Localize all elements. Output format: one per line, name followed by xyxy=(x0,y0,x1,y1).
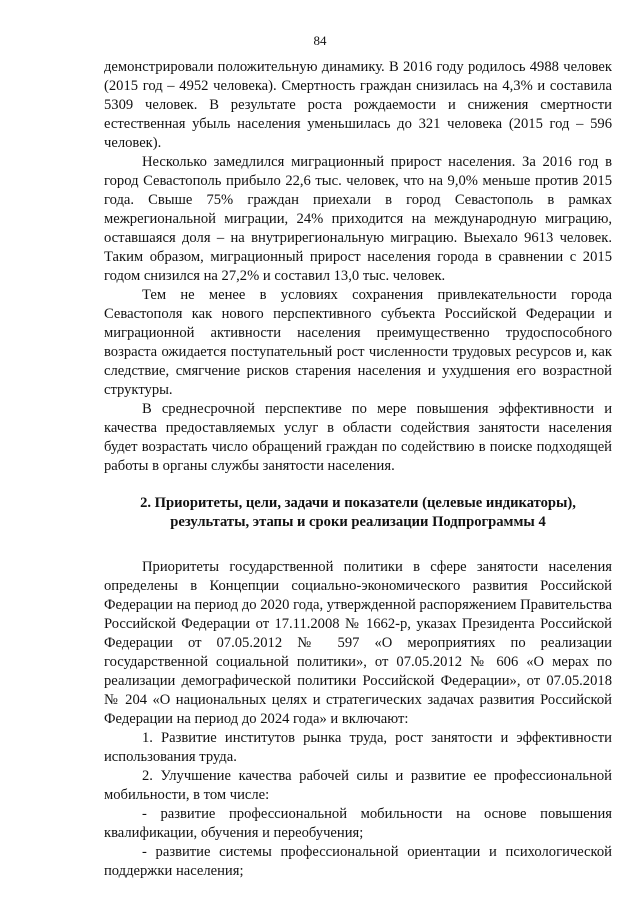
paragraph-policy-priorities: Приоритеты государственной политики в сфере занятости населения определены в Концепции социально-экономического развития Российской Федерации на период до 2020 года, утвержденной распоряжением Правительства Российской Федерации от 17.11.2008 № 1662-р, указах Президента Российской Федерации от 07.05.2012 № 597 «О мероприятиях по реализации государственной социальной политики», от 07.05.2012 № 606 «О мерах по реализации демографической политики Российской Федерации», от 07.05.2018 № 204 «О национальных целях и стратегических задачах развития Российской Федерации на период до 2024 года» и включают: xyxy=(104,559,612,727)
paragraph-migration: Несколько замедлился миграционный прирост населения. За 2016 год в город Севастополь прибыло 22,6 тыс. человек, что на 9,0% меньше против 2015 года. Свыше 75% граждан приехали в город Севастополь в рамках межрегиональной миграции, 24% приходится на международную миграцию, оставшаяся доля – на внутрирегиональную миграцию. Выехало 9613 человек. Таким образом, миграционный прирост населения города в сравнении с 2015 годом снизился на 27,2% и составил 13,0 тыс. человек. xyxy=(104,154,612,284)
paragraph-demography-continued: демонстрировали положительную динамику. В 2016 году родилось 4988 человек (2015 год – 4952 человека). Смертность граждан снизилась на 4,3% и составила 5309 человек. В результате роста рождаемости и снижения смертности естественная убыль населения уменьшилась до 321 человека (2015 год – 596 человек). xyxy=(104,59,612,151)
list-subitem-orientation: - развитие системы профессиональной ориентации и психологической поддержки населения; xyxy=(104,844,612,879)
list-item-1: 1. Развитие институтов рынка труда, рост занятости и эффективности использования труда. xyxy=(104,730,612,765)
section-heading: 2. Приоритеты, цели, задачи и показатели (целевые индикаторы), результаты, этапы и сроки реализации Подпрограммы 4 xyxy=(140,495,576,530)
list-item-2: 2. Улучшение качества рабочей силы и развитие ее профессиональной мобильности, в том числе: xyxy=(104,768,612,803)
paragraph-labor-resources: Тем не менее в условиях сохранения привлекательности города Севастополя как нового перспективного субъекта Российской Федерации и миграционной активности населения преимущественно трудоспособного возраста ожидается поступательный рост численности трудовых ресурсов и, как следствие, смягчение рисков старения населения и ухудшения его возрастной структуры. xyxy=(104,287,612,398)
document-body xyxy=(104,58,612,881)
list-subitem-mobility: - развитие профессиональной мобильности на основе повышения квалификации, обучения и переобучения; xyxy=(104,806,612,841)
page-number: 84 xyxy=(313,33,327,48)
paragraph-employment-services: В среднесрочной перспективе по мере повышения эффективности и качества предоставляемых услуг в области содействия занятости населения будет возрастать число обращений граждан по содействию в поиске подходящей работы в органы службы занятости населения. xyxy=(104,401,612,474)
